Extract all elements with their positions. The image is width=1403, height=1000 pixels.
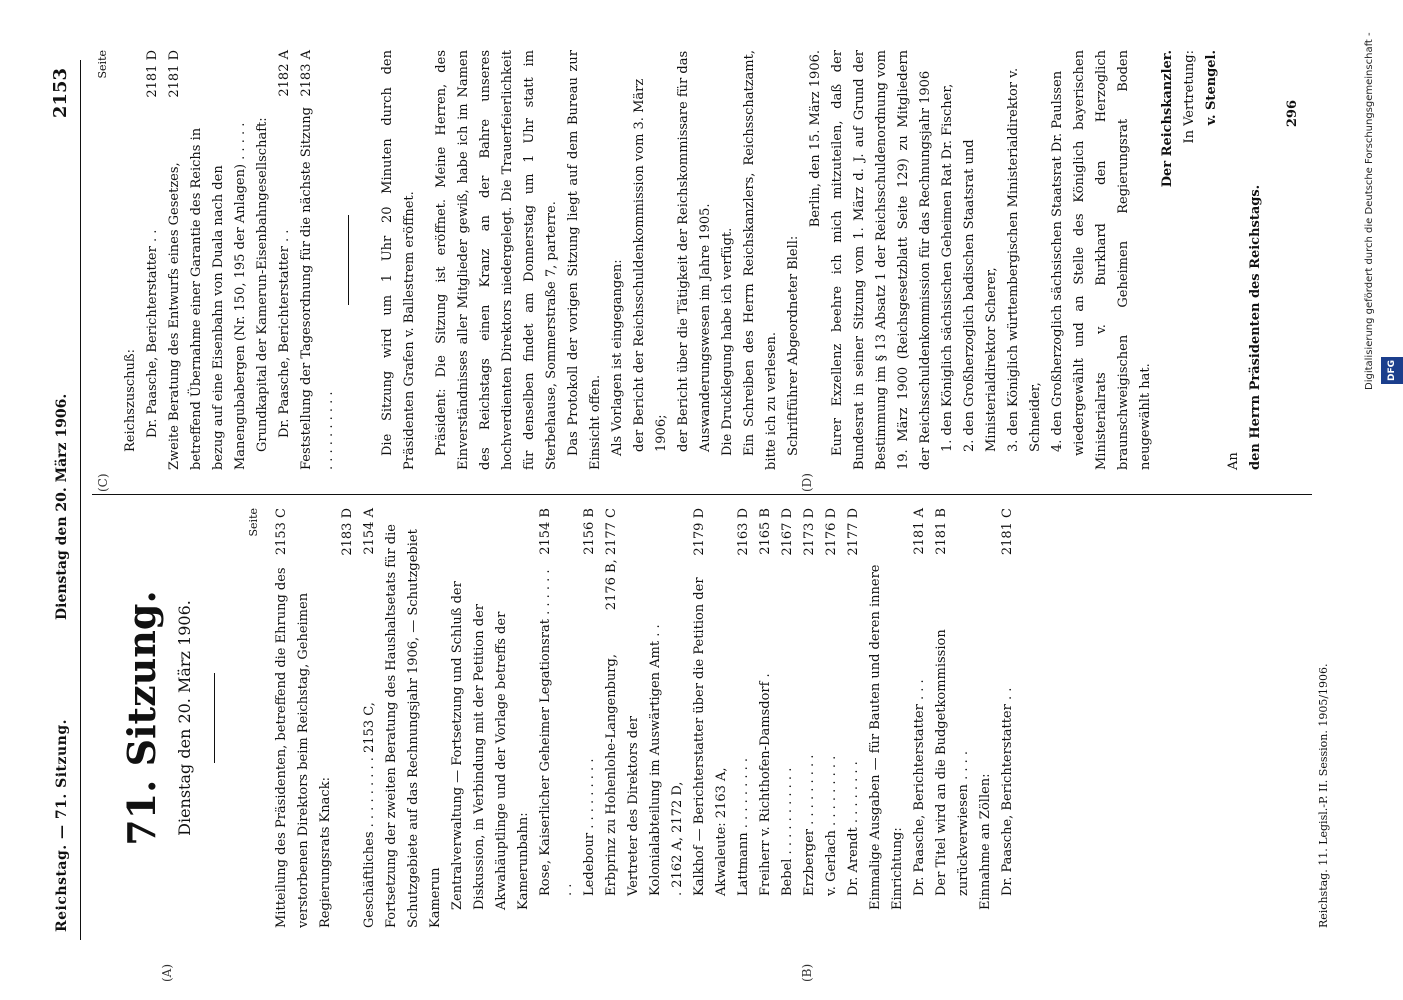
- member-item: 2. den Großherzoglich badischen Staatsrat und Ministerialdirektor Scherer,: [962, 139, 999, 452]
- right-column: [92, 50, 1267, 470]
- opening-paragraph: Die Sitzung wird um 1 Uhr 20 Minuten durch den Präsidenten Grafen v. Ballestrem eröffnet.: [380, 50, 417, 470]
- toc-text: Reichszuschuß:: [123, 349, 138, 452]
- toc-entry: [755, 508, 777, 928]
- toc-text: Dr. Paasche, Berichterstatter . .: [145, 229, 160, 438]
- running-header: [40, 60, 80, 940]
- toc-page: 2163 D: [736, 508, 751, 556]
- toc-text: Kalkhof — Berichterstatter über die Petition der Akwaleute: 2163 A,: [692, 577, 729, 896]
- toc-entry: [120, 50, 142, 470]
- toc-text: Dr. Paasche, Berichterstatter . . .: [912, 679, 927, 896]
- letter-close: wiedergewählt und an Stelle des Königlich bayerischen Ministerialrats v. Burkhard den Herzoglich braunschweigischen Geheimen Regierungsrat Boden neugewählt hat.: [1072, 50, 1153, 470]
- toc-entry: [843, 508, 865, 928]
- toc-entry: [601, 508, 689, 928]
- toc-page: 2154 B: [538, 508, 553, 555]
- toc-page: 2183 A: [299, 50, 314, 97]
- schreiben-note: Ein Schreiben des Herrn Reichskanzlers, Reichsschatzamt, bitte ich zu verlesen.: [742, 50, 779, 470]
- signature-role: In Vertretung:: [1182, 50, 1197, 144]
- toc-text: Zentralverwaltung — Fortsetzung und Schluß der Diskussion, in Verbindung mit der Petition der Akwahäuptlinge und der Vorlage betreffs der Kamerunbahn:: [450, 581, 531, 910]
- toc-page: 2181 D: [167, 50, 182, 98]
- toc-entry: [535, 508, 579, 928]
- toc-entry: [689, 508, 733, 928]
- vorlagen-intro: Als Vorlagen ist eingegangen:: [610, 259, 625, 456]
- toc-page: 2153 C: [274, 508, 289, 556]
- digitization-credit: [1357, 0, 1397, 1000]
- toc-text: Mitteilung des Präsidenten, betreffend die Ehrung des verstorbenen Direktors beim Reichstag, Geheimen Regierungsrats Knack:: [274, 567, 333, 928]
- letter-body: Eurer Exzellenz beehre ich mich mitzuteilen, daß der Bundesrat in seiner Sitzung vom 1. März d. J. auf Grund der Bestimmung im § 13 Absatz 1 der Reichsschuldenordnung vom 19. März 1900 (Reichsgesetzblatt Seite 129) zu Mitgliedern der Reichsschuldenkommission für das Rechnungsjahr 1906: [830, 50, 933, 470]
- toc-entry: [931, 508, 975, 928]
- toc-entry: [799, 508, 821, 928]
- toc-entry: [142, 50, 164, 470]
- toc-page: 2179 D: [692, 508, 707, 556]
- toc-page: 2173 D: [802, 508, 817, 556]
- toc-page: 2181 A: [912, 508, 927, 555]
- toc-page: 2176 B, 2177 C: [604, 508, 619, 611]
- toc-page: 2181 D: [145, 50, 160, 98]
- member-item: 3. den Königlich württembergischen Ministerialdirektor v. Schneider,: [1006, 67, 1043, 452]
- toc-page: 2181 B: [934, 508, 949, 555]
- toc-text: Dr. Arendt . . . . . . . .: [846, 761, 861, 896]
- toc-entry: [865, 508, 909, 928]
- toc-page: 2154 A: [362, 508, 377, 555]
- drucklegung-note: Die Drucklegung habe ich verfügt.: [720, 227, 735, 456]
- toc-text: Ledebour . . . . . . . . .: [582, 758, 597, 896]
- header-page-number: 2153: [50, 68, 71, 119]
- toc-text: Bebel . . . . . . . . . . .: [780, 767, 795, 896]
- toc-entry: [271, 508, 337, 928]
- column-divider: [92, 494, 1312, 495]
- toc-text: Lattmann . . . . . . . . .: [736, 757, 751, 896]
- toc-entry: [337, 508, 359, 928]
- session-date: Dienstag den 20. März 1906.: [175, 600, 194, 836]
- left-column: [92, 508, 1019, 928]
- member-item: 4. den Großherzoglich sächsischen Staatsrat Dr. Paulssen: [1050, 70, 1065, 452]
- toc-entry: [777, 508, 799, 928]
- signature-name: v. Stengel.: [1204, 50, 1219, 126]
- toc-entry: [447, 508, 535, 928]
- toc-entry: [733, 508, 755, 928]
- toc-entry: [975, 508, 997, 928]
- address-line: An: [1226, 452, 1241, 470]
- toc-text: v. Gerlach . . . . . . . . .: [824, 755, 839, 896]
- toc-page: 2176 D: [824, 508, 839, 556]
- section-rule: [348, 215, 349, 305]
- toc-entry: [909, 508, 931, 928]
- vorlage-item: der Bericht über die Tätigkeit der Reichskommissare für das Auswanderungswesen im Jahre 1905.: [676, 50, 713, 452]
- header-left: Reichstag. — 71. Sitzung.: [54, 719, 70, 932]
- toc-text: Grundkapital der Kamerun-Eisenbahngesellschaft:: [255, 117, 270, 452]
- member-item: 1. den Königlich sächsischen Geheimen Rat Dr. Fischer,: [940, 83, 955, 452]
- toc-text: Freiherr v. Richthofen-Damsdorf .: [758, 673, 773, 896]
- session-title: 71. Sitzung.: [119, 590, 164, 846]
- toc-entry: [821, 508, 843, 928]
- credit-text-line: [1359, 0, 1397, 1000]
- toc-entry: [359, 508, 381, 928]
- president-speech: Präsident: Die Sitzung ist eröffnet. Meine Herren, des Einverständnisses aller Mitglieder gewiß, habe ich im Namen des Reichstags einen Kranz an der Bahre unseres hochverdienten Direktors niedergelegt. Die Trauerfeierlichkeit für denselben findet am Donnerstag um 1 Uhr statt im Sterbehause, Sommerstraße 7, parterre.: [434, 50, 559, 470]
- signature-page-number: 296: [1285, 100, 1300, 128]
- toc-page: 2165 B: [758, 508, 773, 555]
- toc-text: Feststellung der Tagesordnung für die nächste Sitzung . . . . . . . . . .: [299, 107, 336, 470]
- toc-text: Der Titel wird an die Budgetkommission zurückverwiesen . . . .: [934, 629, 971, 896]
- document-body: [40, 50, 1330, 982]
- toc-text: Einnahme an Zöllen:: [978, 773, 993, 910]
- toc-entry: [252, 50, 274, 470]
- toc-page: 2156 B: [582, 508, 597, 555]
- toc-entry: [997, 508, 1019, 928]
- toc-text: Erbprinz zu Hohenlohe-Langenburg, Vertreter des Direktors der Kolonialabteilung im Auswärtigen Amt . . . 2162 A, 2172 D,: [604, 624, 685, 896]
- margin-mark-d: (D): [800, 473, 814, 492]
- signature-title: Der Reichskanzler.: [1160, 50, 1175, 188]
- toc-text: Erzberger . . . . . . . . .: [802, 754, 817, 896]
- protocol-note: Das Protokoll der vorigen Sitzung liegt auf dem Bureau zur Einsicht offen.: [566, 50, 603, 470]
- toc-entry: [274, 50, 296, 470]
- toc-text: Fortsetzung der zweiten Beratung des Haushaltsetats für die Schutzgebiete auf das Rechnungsjahr 1906, — Schutzgebiet Kamerun: [384, 524, 443, 928]
- header-date: Dienstag den 20. März 1906.: [54, 393, 70, 620]
- toc-page: 2183 D: [340, 508, 355, 556]
- dfg-logo: DFG: [1381, 357, 1403, 384]
- seite-label-left: Seite: [247, 508, 260, 537]
- address-recipient: den Herrn Präsidenten des Reichstags.: [1248, 184, 1263, 470]
- header-rule: [80, 60, 81, 940]
- toc-text: Geschäftliches . . . . . . . . . 2153 C,: [362, 702, 377, 928]
- letter-date: Berlin, den 15. März 1906.: [808, 50, 823, 228]
- footer-session-info: Reichstag. 11. Legisl.-P. II. Session. 1905/1906.: [1317, 663, 1330, 928]
- margin-mark-b: (B): [800, 963, 814, 982]
- toc-entry: [579, 508, 601, 928]
- margin-mark-c: (C): [96, 473, 110, 492]
- toc-text: Dr. Paasche, Berichterstatter . .: [1000, 687, 1015, 896]
- toc-text: Einmalige Ausgaben — für Bauten und deren innere Einrichtung:: [868, 564, 905, 910]
- toc-page: 2182 A: [277, 50, 292, 97]
- seite-label-right: Seite: [96, 50, 109, 79]
- vorlage-item: der Bericht der Reichsschuldenkommission vom 3. März 1906;: [632, 78, 669, 452]
- toc-text: Dr. Paasche, Berichterstatter . .: [277, 229, 292, 438]
- toc-page: 2177 D: [846, 508, 861, 556]
- toc-entry: [381, 508, 447, 928]
- toc-text: Zweite Beratung des Entwurfs eines Gesetzes, betreffend Übernahme einer Garantie des Reichs in bezug auf eine Eisenbahn von Duala nach den Manengubabergen (Nr. 150, 195 der Anlagen) . . . . .: [167, 122, 248, 470]
- margin-mark-a: (A): [160, 963, 174, 982]
- toc-page: 2181 C: [1000, 508, 1015, 556]
- toc-entry: [164, 50, 252, 470]
- credit-text: Digitalisierung gefördert durch die Deutsche Forschungsgemeinschaft -: [1364, 32, 1375, 390]
- toc-entry: [296, 50, 340, 470]
- title-rule: [214, 673, 215, 763]
- toc-text: Rose, Kaiserlicher Geheimer Legationsrat . . . . . . . .: [538, 569, 575, 896]
- schriftfuehrer-label: Schriftführer Abgeordneter Blell:: [786, 235, 801, 456]
- toc-page: 2167 D: [780, 508, 795, 556]
